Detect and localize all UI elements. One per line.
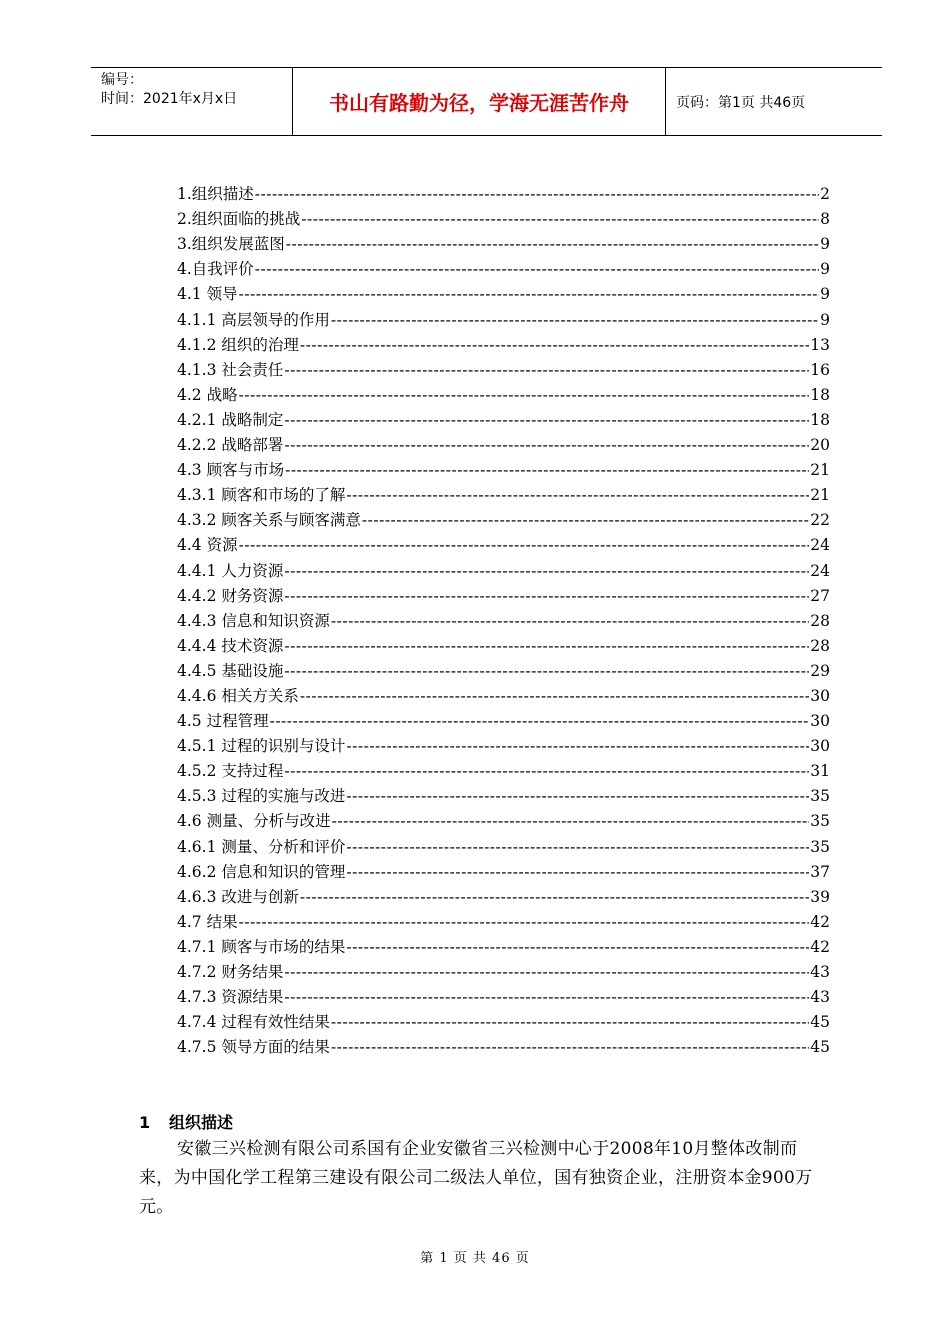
table-of-contents [177, 182, 830, 1060]
toc-dot-leader [346, 860, 809, 885]
header-motto: 书山有路勤为径，学海无涯苦作舟 [293, 68, 666, 135]
document-time-label: 时间：2021年x月x日 [101, 91, 238, 107]
toc-entry[interactable] [177, 383, 830, 408]
toc-entry[interactable] [177, 333, 830, 358]
toc-entry-page: 9 [820, 285, 830, 304]
toc-entry-page: 9 [820, 310, 830, 329]
toc-entry[interactable] [177, 358, 830, 383]
toc-dot-leader [239, 282, 820, 307]
toc-dot-leader [331, 1010, 809, 1035]
toc-entry-title: 4.7 结果 [177, 912, 238, 931]
toc-dot-leader [255, 182, 819, 207]
toc-dot-leader [362, 508, 809, 533]
toc-entry-title: 4.2 战略 [177, 385, 238, 404]
toc-dot-leader [284, 408, 809, 433]
toc-entry-page: 21 [810, 486, 830, 505]
header-page-info: 页码：第1页 共46页 [676, 94, 806, 111]
toc-entry-title: 4.7.4 过程有效性结果 [177, 1013, 330, 1032]
toc-entry-title: 4.7.1 顾客与市场的结果 [177, 937, 346, 956]
toc-dot-leader [346, 935, 809, 960]
toc-dot-leader [239, 910, 810, 935]
toc-entry-title: 4.4.3 信息和知识资源 [177, 611, 330, 630]
toc-entry-page: 31 [810, 762, 830, 781]
toc-entry[interactable] [177, 282, 830, 307]
toc-entry-title: 4.4.5 基础设施 [177, 661, 284, 680]
toc-entry[interactable] [177, 885, 830, 910]
toc-dot-leader [284, 559, 809, 584]
toc-entry-title: 4.3.1 顾客和市场的了解 [177, 486, 346, 505]
toc-entry-title: 4.5 过程管理 [177, 712, 269, 731]
toc-entry[interactable] [177, 307, 830, 332]
toc-dot-leader [255, 257, 819, 282]
toc-entry[interactable] [177, 809, 830, 834]
toc-entry-title: 4.5.2 支持过程 [177, 762, 284, 781]
toc-entry[interactable] [177, 734, 830, 759]
toc-entry-page: 20 [810, 436, 830, 455]
toc-entry[interactable] [177, 232, 830, 257]
toc-entry[interactable] [177, 533, 830, 558]
toc-dot-leader [239, 383, 810, 408]
toc-dot-leader [301, 207, 819, 232]
toc-dot-leader [284, 759, 809, 784]
toc-entry-title: 4.1.2 组织的治理 [177, 335, 299, 354]
toc-entry-page: 42 [810, 912, 830, 931]
toc-entry-title: 4.6.1 测量、分析和评价 [177, 837, 346, 856]
toc-entry[interactable] [177, 609, 830, 634]
toc-entry[interactable] [177, 483, 830, 508]
toc-entry-title: 2.组织面临的挑战 [177, 210, 301, 229]
toc-entry-title: 4.5.1 过程的识别与设计 [177, 737, 346, 756]
toc-entry[interactable] [177, 257, 830, 282]
toc-entry[interactable] [177, 684, 830, 709]
toc-entry-title: 4.6.3 改进与创新 [177, 887, 299, 906]
toc-dot-leader [346, 784, 809, 809]
toc-entry-page: 29 [810, 661, 830, 680]
toc-dot-leader [285, 458, 809, 483]
toc-entry-page: 21 [810, 461, 830, 480]
toc-entry[interactable] [177, 634, 830, 659]
toc-entry-title: 4.3.2 顾客关系与顾客满意 [177, 511, 361, 530]
toc-entry-page: 24 [810, 536, 830, 555]
toc-entry-page: 18 [810, 385, 830, 404]
toc-entry[interactable] [177, 659, 830, 684]
toc-entry[interactable] [177, 1010, 830, 1035]
toc-entry-title: 4.7.5 领导方面的结果 [177, 1038, 330, 1057]
toc-dot-leader [284, 634, 809, 659]
toc-entry-page: 13 [810, 335, 830, 354]
toc-entry-title: 4.4.2 财务资源 [177, 586, 284, 605]
toc-dot-leader [331, 1035, 809, 1060]
toc-dot-leader [284, 358, 809, 383]
toc-entry[interactable] [177, 558, 830, 583]
toc-entry[interactable] [177, 433, 830, 458]
toc-entry-title: 4.2.2 战略部署 [177, 436, 284, 455]
toc-entry[interactable] [177, 508, 830, 533]
toc-entry-page: 2 [820, 185, 830, 204]
toc-entry-title: 4.6.2 信息和知识的管理 [177, 862, 346, 881]
toc-entry-page: 30 [810, 686, 830, 705]
toc-entry-title: 4.7.2 财务结果 [177, 963, 284, 981]
toc-entry[interactable] [177, 759, 830, 784]
toc-entry-page: 28 [810, 611, 830, 630]
toc-entry-title: 4.1 领导 [177, 285, 238, 304]
toc-entry-title: 4.5.3 过程的实施与改进 [177, 787, 346, 806]
toc-entry-page: 45 [810, 1013, 830, 1032]
toc-entry-page: 22 [810, 511, 830, 530]
toc-entry-page: 43 [810, 963, 830, 981]
toc-entry-title: 3.组织发展蓝图 [177, 235, 285, 254]
toc-entry-page: 18 [810, 410, 830, 429]
toc-entry-title: 1.组织描述 [177, 185, 254, 204]
toc-dot-leader [284, 985, 809, 1010]
toc-dot-leader [239, 533, 810, 558]
toc-entry[interactable] [177, 910, 830, 935]
toc-entry[interactable] [177, 784, 830, 809]
toc-dot-leader [346, 483, 809, 508]
section-title: 组织描述 [169, 1113, 234, 1132]
toc-entry-page: 39 [810, 887, 830, 906]
toc-entry[interactable] [177, 458, 830, 483]
toc-dot-leader [300, 885, 809, 910]
toc-dot-leader [284, 960, 809, 985]
toc-entry-page: 35 [810, 837, 830, 856]
toc-entry-page: 35 [810, 812, 830, 831]
toc-entry-title: 4.1.1 高层领导的作用 [177, 310, 330, 329]
toc-dot-leader [346, 734, 809, 759]
toc-entry[interactable] [177, 985, 830, 1010]
toc-dot-leader [300, 333, 809, 358]
toc-entry[interactable] [177, 834, 830, 859]
toc-entry-page: 30 [810, 737, 830, 756]
toc-entry-title: 4.2.1 战略制定 [177, 410, 284, 429]
section-number: 1 [139, 1113, 151, 1132]
section-heading [139, 1110, 233, 1133]
toc-entry[interactable] [177, 860, 830, 885]
toc-entry-title: 4.7.3 资源结果 [177, 988, 284, 1007]
toc-entry[interactable] [177, 408, 830, 433]
toc-entry[interactable] [177, 182, 830, 207]
toc-entry-page: 30 [810, 712, 830, 731]
toc-entry-page: 28 [810, 636, 830, 655]
toc-entry-page: 8 [820, 210, 830, 229]
toc-entry[interactable] [177, 1035, 830, 1060]
toc-entry-title: 4.4.6 相关方关系 [177, 686, 299, 705]
page-footer [0, 1247, 950, 1266]
toc-entry[interactable] [177, 935, 830, 960]
toc-entry-page: 24 [810, 561, 830, 580]
toc-entry-page: 16 [810, 360, 830, 379]
toc-entry-title: 4.自我评价 [177, 260, 254, 279]
toc-dot-leader [331, 308, 819, 333]
toc-entry[interactable] [177, 207, 830, 232]
toc-dot-leader [284, 433, 809, 458]
toc-entry[interactable] [177, 584, 830, 609]
header-meta [91, 68, 293, 135]
footer-page-number: 第 1 页 共 46 页 [420, 1251, 530, 1266]
toc-dot-leader [286, 232, 819, 257]
toc-dot-leader [300, 684, 809, 709]
toc-entry-title: 4.1.3 社会责任 [177, 360, 284, 379]
toc-entry-page: 43 [810, 988, 830, 1007]
toc-dot-leader [270, 709, 810, 734]
toc-entry-title: 4.4 资源 [177, 536, 238, 555]
toc-entry-page: 9 [820, 235, 830, 254]
toc-entry-page: 35 [810, 787, 830, 806]
toc-entry-page: 9 [820, 260, 830, 279]
toc-entry-page: 45 [810, 1038, 830, 1057]
toc-entry-title: 4.6 测量、分析与改进 [177, 812, 331, 831]
toc-entry[interactable] [177, 709, 830, 734]
toc-entry-title: 4.4.1 人力资源 [177, 561, 284, 580]
toc-dot-leader [284, 584, 809, 609]
section-paragraph: 安徽三兴检测有限公司系国有企业安徽省三兴检测中心于2008年10月整体改制而来，为中国化学工程第三建设有限公司二级法人单位，国有独资企业，注册资本金900万元。 [139, 1139, 813, 1217]
page-header [91, 67, 882, 136]
toc-entry-page: 27 [810, 586, 830, 605]
toc-dot-leader [346, 835, 809, 860]
toc-entry-page: 37 [810, 862, 830, 881]
toc-dot-leader [332, 809, 810, 834]
toc-dot-leader [331, 609, 809, 634]
toc-entry-title: 4.4.4 技术资源 [177, 636, 284, 655]
toc-entry-page: 42 [810, 937, 830, 956]
toc-entry[interactable] [177, 960, 830, 985]
toc-dot-leader [284, 659, 809, 684]
toc-entry-title: 4.3 顾客与市场 [177, 461, 285, 480]
document-code-label: 编号： [101, 72, 143, 88]
